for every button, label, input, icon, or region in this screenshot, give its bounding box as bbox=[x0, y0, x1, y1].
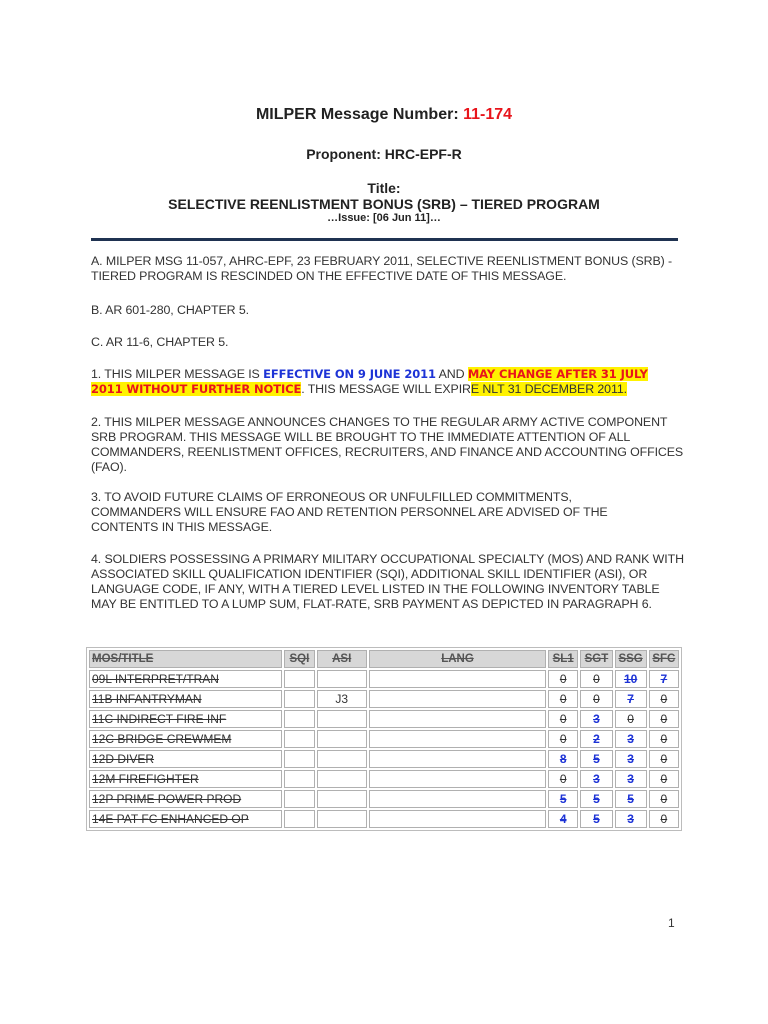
cell-ssg: 3 bbox=[615, 730, 647, 748]
col-header-sfc: SFC bbox=[649, 650, 679, 668]
cell-lang bbox=[369, 810, 546, 828]
table-row bbox=[89, 670, 679, 688]
cell-asi bbox=[317, 750, 367, 768]
cell-sqi bbox=[284, 770, 314, 788]
cell-sl1: 8 bbox=[548, 750, 578, 768]
col-header-sqi: SQI bbox=[284, 650, 314, 668]
cell-sl1: 4 bbox=[548, 810, 578, 828]
cell-asi bbox=[317, 770, 367, 788]
cell-lang bbox=[369, 750, 546, 768]
cell-sfc: 0 bbox=[649, 690, 679, 708]
effective-date-text: EFFECTIVE ON 9 JUNE 2011 bbox=[263, 367, 436, 381]
cell-sqi bbox=[284, 810, 314, 828]
cell-sqi bbox=[284, 750, 314, 768]
cell-asi bbox=[317, 810, 367, 828]
table-row bbox=[89, 710, 679, 728]
table-header-row bbox=[89, 650, 679, 668]
cell-sgt: 2 bbox=[580, 730, 612, 748]
cell-sfc: 0 bbox=[649, 810, 679, 828]
cell-mos: 12P PRIME POWER PROD bbox=[89, 790, 282, 808]
cell-sl1: 0 bbox=[548, 730, 578, 748]
milper-label: MILPER Message Number: bbox=[255, 106, 459, 123]
paragraph-4: 4. SOLDIERS POSSESSING A PRIMARY MILITARY OCCUPATIONAL SPECIALTY (MOS) AND RANK WITH ASSOCIATED SKILL QUALIFICATION IDENTIFIER (SQI), ADDITIONAL SKILL IDENTIFIER (ASI), OR LANGUAGE CODE, IF ANY, WITH A TIERED LEVEL LISTED IN THE FOLLOWING INVENTORY TABLE MAY BE ENTITLED TO A LUMP SUM, FLAT-RATE, SRB PAYMENT AS DEPICTED IN PARAGRAPH 6. bbox=[91, 552, 684, 611]
message-title: SELECTIVE REENLISTMENT BONUS (SRB) – TIERED PROGRAM bbox=[168, 196, 600, 212]
cell-sfc: 7 bbox=[649, 670, 679, 688]
cell-sfc: 0 bbox=[649, 710, 679, 728]
cell-lang bbox=[369, 730, 546, 748]
cell-ssg: 3 bbox=[615, 770, 647, 788]
table-row bbox=[89, 810, 679, 828]
issue-date: …Issue: [06 Jun 11]… bbox=[327, 212, 441, 224]
cell-lang bbox=[369, 670, 546, 688]
cell-lang bbox=[369, 690, 546, 708]
cell-sl1: 0 bbox=[548, 690, 578, 708]
cell-sl1: 0 bbox=[548, 770, 578, 788]
reference-c: C. AR 11-6, CHAPTER 5. bbox=[91, 335, 229, 349]
proponent-line: Proponent: HRC-EPF-R bbox=[306, 146, 462, 162]
srb-inventory-table bbox=[86, 647, 682, 831]
cell-sl1: 5 bbox=[548, 790, 578, 808]
change-notice-text: MAY CHANGE AFTER 31 JULY 2011 WITHOUT FURTHER NOTICE bbox=[91, 367, 648, 396]
para1-and: AND bbox=[435, 367, 468, 381]
cell-sqi bbox=[284, 730, 314, 748]
cell-sfc: 0 bbox=[649, 770, 679, 788]
col-header-mos: MOS/TITLE bbox=[89, 650, 282, 668]
page-number: 1 bbox=[668, 916, 675, 930]
cell-ssg: 10 bbox=[615, 670, 647, 688]
cell-sfc: 0 bbox=[649, 730, 679, 748]
header-divider bbox=[91, 238, 678, 241]
cell-mos: 11C INDIRECT FIRE INF bbox=[89, 710, 282, 728]
reference-b: B. AR 601-280, CHAPTER 5. bbox=[91, 303, 249, 317]
cell-sl1: 0 bbox=[548, 710, 578, 728]
cell-ssg: 3 bbox=[615, 810, 647, 828]
col-header-ssg: SSG bbox=[615, 650, 647, 668]
table-row bbox=[89, 750, 679, 768]
table-row bbox=[89, 690, 679, 708]
para1-text-b: . THIS MESSAGE WILL EXPIR bbox=[301, 382, 471, 396]
cell-mos: 12M FIREFIGHTER bbox=[89, 770, 282, 788]
cell-sqi bbox=[284, 670, 314, 688]
table-row bbox=[89, 770, 679, 788]
cell-sgt: 5 bbox=[580, 790, 612, 808]
table-row bbox=[89, 730, 679, 748]
cell-asi bbox=[317, 710, 367, 728]
cell-ssg: 5 bbox=[615, 790, 647, 808]
cell-sqi bbox=[284, 790, 314, 808]
para1-text-highlight: E NLT 31 DECEMBER 2011. bbox=[470, 382, 627, 396]
cell-asi: J3 bbox=[317, 690, 367, 708]
paragraph-3: 3. TO AVOID FUTURE CLAIMS OF ERRONEOUS OR UNFULFILLED COMMITMENTS, COMMANDERS WILL ENSURE FAO AND RETENTION PERSONNEL ARE ADVISED OF THE CONTENTS IN THIS MESSAGE. bbox=[91, 490, 608, 534]
cell-sgt: 5 bbox=[580, 810, 612, 828]
cell-sgt: 0 bbox=[580, 690, 612, 708]
cell-asi bbox=[317, 790, 367, 808]
milper-number-heading bbox=[0, 106, 768, 124]
para1-text: 1. THIS MILPER MESSAGE IS bbox=[91, 367, 264, 381]
milper-number: 11-174 bbox=[463, 106, 513, 123]
cell-mos: 11B INFANTRYMAN bbox=[89, 690, 282, 708]
cell-lang bbox=[369, 710, 546, 728]
cell-sqi bbox=[284, 690, 314, 708]
cell-mos: 12D DIVER bbox=[89, 750, 282, 768]
cell-sfc: 0 bbox=[649, 790, 679, 808]
paragraph-1 bbox=[91, 367, 681, 397]
cell-sgt: 0 bbox=[580, 670, 612, 688]
table-row bbox=[89, 790, 679, 808]
cell-sgt: 3 bbox=[580, 770, 612, 788]
cell-ssg: 7 bbox=[615, 690, 647, 708]
paragraph-2: 2. THIS MILPER MESSAGE ANNOUNCES CHANGES TO THE REGULAR ARMY ACTIVE COMPONENT SRB PROGRAM. THIS MESSAGE WILL BE BROUGHT TO THE IMMEDIATE ATTENTION OF ALL COMMANDERS, REENLISTMENT OFFICES, RECRUITERS, AND FINANCE AND ACCOUNTING OFFICES (FAO). bbox=[91, 415, 684, 474]
cell-lang bbox=[369, 770, 546, 788]
cell-asi bbox=[317, 670, 367, 688]
cell-lang bbox=[369, 790, 546, 808]
cell-mos: 12C BRIDGE CREWMEM bbox=[89, 730, 282, 748]
col-header-sgt: SGT bbox=[580, 650, 612, 668]
cell-ssg: 3 bbox=[615, 750, 647, 768]
col-header-sl1: SL1 bbox=[548, 650, 578, 668]
cell-sfc: 0 bbox=[649, 750, 679, 768]
cell-ssg: 0 bbox=[615, 710, 647, 728]
cell-sgt: 5 bbox=[580, 750, 612, 768]
cell-sqi bbox=[284, 710, 314, 728]
cell-asi bbox=[317, 730, 367, 748]
title-label: Title: bbox=[367, 180, 401, 196]
cell-mos: 09L INTERPRET/TRAN bbox=[89, 670, 282, 688]
cell-mos: 14E PAT FC ENHANCED OP bbox=[89, 810, 282, 828]
col-header-lang: LANG bbox=[369, 650, 546, 668]
reference-a: A. MILPER MSG 11-057, AHRC-EPF, 23 FEBRUARY 2011, SELECTIVE REENLISTMENT BONUS (SRB) - TIERED PROGRAM IS RESCINDED ON THE EFFECTIVE DATE OF THIS MESSAGE. bbox=[91, 254, 673, 283]
cell-sl1: 0 bbox=[548, 670, 578, 688]
col-header-asi: ASI bbox=[317, 650, 367, 668]
cell-sgt: 3 bbox=[580, 710, 612, 728]
